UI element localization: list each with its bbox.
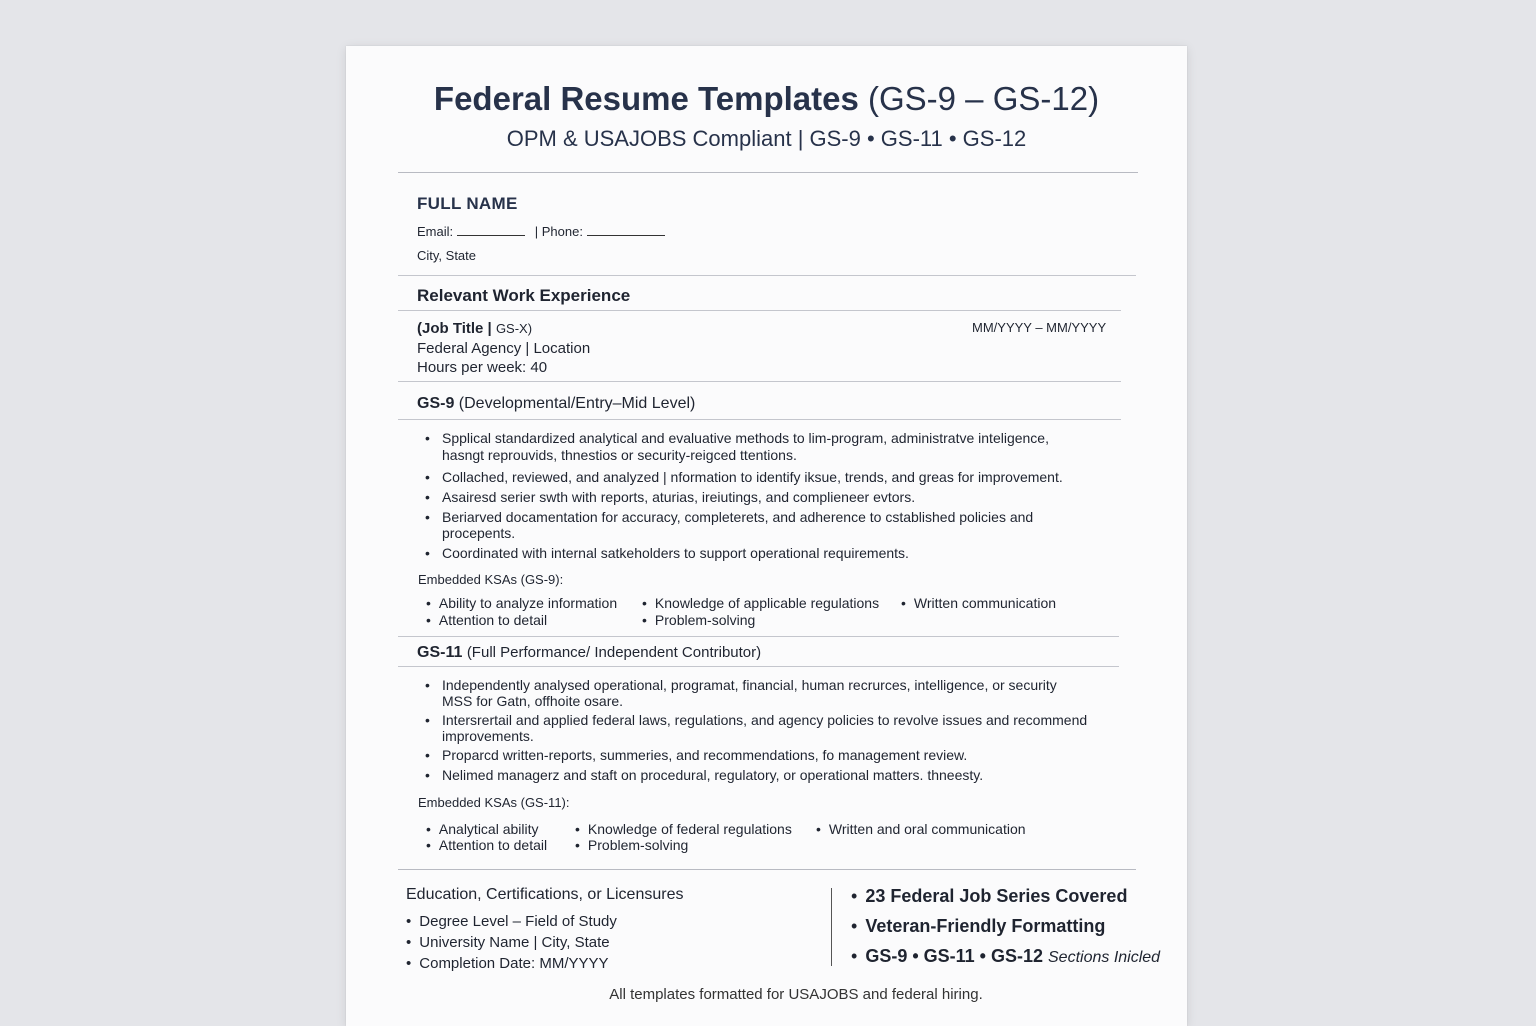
gs11-ksa-item: • Written and oral communication bbox=[816, 821, 1026, 837]
gs9-ksa-item: • Written communication bbox=[901, 595, 1057, 611]
footer-note: All templates formatted for USAJOBS and federal hiring. bbox=[609, 986, 983, 1003]
city-state: City, State bbox=[417, 248, 477, 263]
gs9-heading bbox=[417, 395, 695, 413]
gs11-ksa-item: • Knowledge of federal regulations bbox=[575, 821, 792, 837]
education-item: • University Name | City, State bbox=[406, 934, 610, 951]
job-hours: Hours per week: 40 bbox=[417, 359, 548, 376]
gs9-level: (Developmental/Entry–Mid Level) bbox=[458, 395, 696, 412]
resume-sheet bbox=[346, 46, 1187, 1026]
list-item: • Spplical standardized analytical and evaluative methods to lim-program, administratve inteligence, hasngt reprouvids, thnestios or security-reigced ttentions. bbox=[416, 430, 1063, 464]
job-title bbox=[417, 320, 532, 337]
title-range: (GS-9 – GS-12) bbox=[868, 80, 1100, 117]
job-grade: GS-X) bbox=[495, 321, 533, 336]
title-main: Federal Resume Templates bbox=[433, 80, 859, 117]
list-item: • Intersrertail and applied federal laws, regulations, and agency policies to revolve issues and recommend improvements. bbox=[416, 712, 1087, 744]
job-agency: Federal Agency | Location bbox=[417, 340, 591, 357]
contact-divider bbox=[398, 275, 1136, 276]
gs9-grade: GS-9 bbox=[417, 395, 455, 412]
gs9-ksa-label: Embedded KSAs (GS-9): bbox=[418, 572, 564, 587]
email-blank bbox=[457, 224, 525, 236]
phone-blank bbox=[587, 224, 665, 236]
job-divider bbox=[398, 381, 1121, 382]
experience-heading: Relevant Work Experience bbox=[417, 286, 631, 305]
highlight-veteran: • Veteran-Friendly Formatting bbox=[851, 916, 1106, 936]
list-item: • Proparcd written-reports, summeries, and recommendations, fo management review. bbox=[416, 747, 1087, 764]
gs9-ksa-item: • Knowledge of applicable regulations bbox=[642, 595, 880, 611]
gs11-grade: GS-11 bbox=[417, 644, 463, 661]
gs9-ksa-item: • Attention to detail bbox=[426, 612, 548, 628]
highlight-series: • 23 Federal Job Series Covered bbox=[851, 886, 1128, 906]
full-name: FULL NAME bbox=[417, 194, 518, 213]
gs11-ksa-item: • Attention to detail bbox=[426, 837, 548, 853]
job-title-text: (Job Title | bbox=[417, 320, 492, 337]
list-item: • Nelimed managerz and staft on procedural, regulatory, or operational matters. thneesty. bbox=[416, 767, 1087, 784]
email-label: Email: bbox=[417, 224, 454, 239]
gs11-end-divider bbox=[398, 869, 1136, 870]
page-title bbox=[346, 80, 1187, 118]
page-subtitle: OPM & USAJOBS Compliant | GS-9 • GS-11 • GS-12 bbox=[506, 126, 1027, 151]
gs11-heading bbox=[417, 644, 761, 662]
education-heading: Education, Certifications, or Licensures bbox=[406, 886, 684, 903]
gs9-ksa-item: • Problem-solving bbox=[642, 612, 756, 628]
gs9-divider bbox=[398, 419, 1121, 420]
gs11-level: (Full Performance/ Independent Contributor) bbox=[466, 644, 762, 661]
gs11-ksa-item: • Problem-solving bbox=[575, 837, 689, 853]
gs11-ksa-item: • Analytical ability bbox=[426, 821, 539, 837]
gs11-divider bbox=[398, 666, 1119, 667]
list-item: • Coordinated with internal satkeholders to support operational requirements. bbox=[416, 545, 1063, 562]
list-item: • Beriarved docamentation for accuracy, completerets, and adherence to cstablished policies and procepents. bbox=[416, 509, 1063, 541]
gs9-duties bbox=[416, 430, 1063, 562]
highlight-grades: • GS-9 • GS-11 • GS-12 Sections Inicled bbox=[851, 946, 1161, 966]
job-dates: MM/YYYY – MM/YYYY bbox=[972, 320, 1107, 335]
phone-label: | Phone: bbox=[534, 224, 583, 239]
education-item: • Completion Date: MM/YYYY bbox=[406, 955, 609, 972]
header-divider bbox=[398, 172, 1138, 173]
list-item: • Collached, reviewed, and analyzed | nformation to identify iksue, trends, and greas for improvement. bbox=[416, 469, 1063, 486]
gs9-end-divider bbox=[398, 636, 1119, 637]
highlights-divider bbox=[831, 888, 832, 966]
gs11-ksa-label: Embedded KSAs (GS-11): bbox=[418, 795, 570, 810]
list-item: • Independently analysed operational, programat, financial, human recrurces, intelligence, or security MSS for Gatn, offhoite osare. bbox=[416, 677, 1087, 709]
gs11-duties bbox=[416, 677, 1087, 784]
education-item: • Degree Level – Field of Study bbox=[406, 913, 617, 930]
list-item: • Asairesd serier swth with reports, aturias, ireiutings, and complieneer evtors. bbox=[416, 489, 1063, 506]
contact-line bbox=[417, 224, 665, 239]
gs9-ksa-item: • Ability to analyze information bbox=[426, 595, 618, 611]
experience-divider bbox=[398, 310, 1121, 311]
